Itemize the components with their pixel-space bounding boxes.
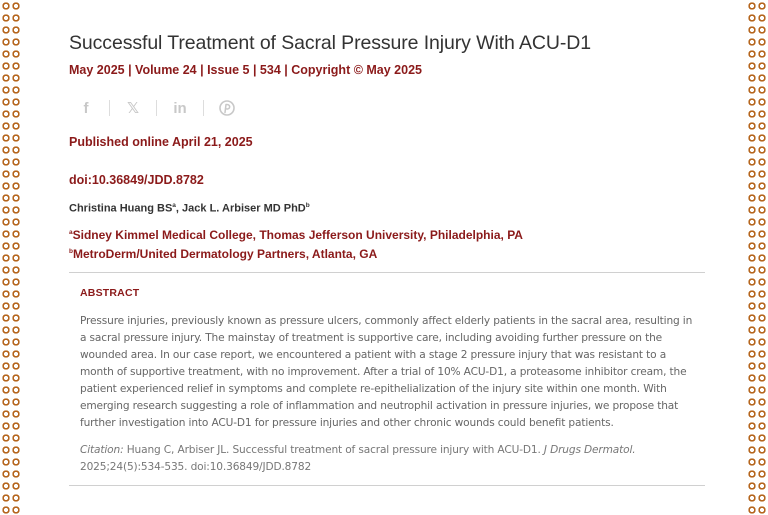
linkedin-icon[interactable]: in (173, 99, 187, 117)
affiliation-text: MetroDerm/United Dermatology Partners, Atlanta, GA (72, 247, 378, 261)
author-affil-marker: b (305, 202, 310, 209)
doi-link[interactable]: doi:10.36849/JDD.8782 (69, 173, 204, 187)
author-name[interactable]: Jack L. Arbiser MD PhD (182, 202, 306, 215)
share-divider (109, 100, 110, 116)
citation-label: Citation: (80, 444, 124, 456)
affiliation-b (69, 247, 377, 261)
issue-line: May 2025 | Volume 24 | Issue 5 | 534 | Copyright © May 2025 (69, 63, 422, 77)
decorative-border-right (746, 0, 768, 515)
published-date: Published online April 21, 2025 (69, 135, 253, 149)
share-divider (203, 100, 204, 116)
affil-marker: b (69, 248, 73, 255)
author-affil-marker: a (172, 202, 176, 209)
facebook-icon[interactable]: f (83, 99, 89, 117)
abstract-heading: ABSTRACT (80, 287, 140, 299)
share-divider (156, 100, 157, 116)
decorative-border-left (0, 0, 22, 515)
share-bar (77, 98, 236, 118)
author-separator: , (175, 202, 183, 215)
citation (80, 442, 695, 476)
divider (69, 485, 705, 486)
x-icon[interactable]: 𝕏 (126, 100, 140, 117)
affil-marker: a (69, 229, 73, 236)
author-name[interactable]: Christina Huang BS (69, 202, 173, 215)
affiliation-text: Sidney Kimmel Medical College, Thomas Jefferson University, Philadelphia, PA (72, 228, 523, 242)
citation-text: Huang C, Arbiser JL. Successful treatment of sacral pressure injury with ACU-D1. (123, 444, 544, 456)
author-list (69, 202, 310, 215)
citation-journal: J Drugs Dermatol. (543, 444, 636, 456)
abstract-text: Pressure injuries, previously known as pressure ulcers, commonly affect elderly patients in the sacral area, resulting in a sacral pressure injury. The mainstay of treatment is supportive care, including avoiding further pressure on the wounded area. In our case report, we encountered a patient with a stage 2 pressure injury that was resistant to a month of supportive treatment, with no improvement. After a trial of 10% ACU-D1, a proteasome inhibitor cream, the patient experienced relief in symptoms and complete re-epithelialization of the injury site within one month. With emerging research suggesting a role of inflammation and neutrophil activation in pressure injuries, we propose that further investigation into ACU-D1 for pressure injuries and other chronic wounds could benefit patients. (80, 315, 693, 429)
citation-rest: 2025;24(5):534-535. doi:10.36849/JDD.8782 (80, 461, 312, 473)
article-title: Successful Treatment of Sacral Pressure Injury With ACU-D1 (69, 32, 591, 54)
divider (69, 272, 705, 273)
pinterest-icon[interactable] (218, 99, 236, 117)
affiliation-a (69, 228, 523, 242)
